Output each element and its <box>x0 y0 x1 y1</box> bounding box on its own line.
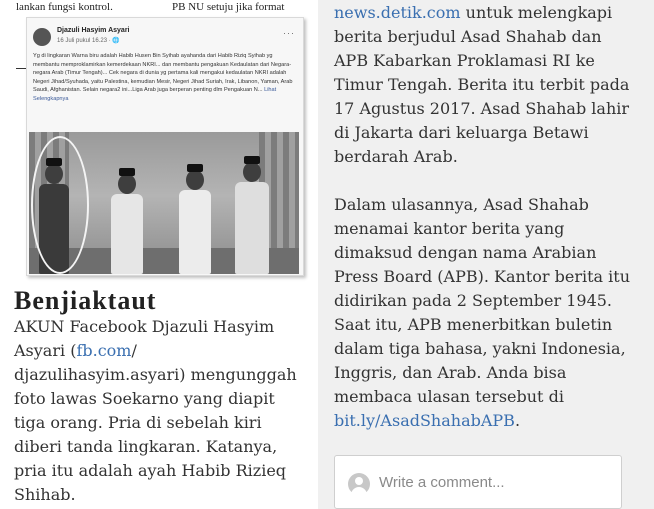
comment-input[interactable] <box>379 470 609 494</box>
post-header <box>33 26 297 50</box>
more-options-icon: ··· <box>283 28 295 38</box>
post-timestamp: 16 Juli pukul 16.23 · 🌐 <box>57 38 120 44</box>
scanned-newspaper-header <box>0 0 318 16</box>
article-body-right <box>334 1 634 457</box>
facebook-post-screenshot <box>26 17 304 276</box>
newspaper-partial-heading: Benjiaktaut <box>14 286 157 315</box>
post-text <box>33 52 297 104</box>
post-author-name: Djazuli Hasyim Asyari <box>57 27 130 34</box>
left-column <box>0 0 318 509</box>
newspaper-fragment-left: lankan fungsi kontrol. <box>16 1 113 13</box>
newspaper-fragment-right: PB NU setuju jika format <box>172 1 285 13</box>
post-author-avatar <box>33 28 51 46</box>
article-paragraph-left: AKUN Facebook Djazuli Hasyim Asyari (fb.com/ djazulihasyim.asyari) mengunggah foto lawas Soekarno yang diapit tiga orang. Pria di sebelah kiri diberi tanda lingkaran. Katanya, pria itu adalah ayah Habib Rizieq Shihab. <box>14 317 297 504</box>
bitly-link[interactable]: bit.ly/AsadShahabAPB <box>334 411 515 430</box>
post-see-more: Lihat Selengkapnya <box>33 87 277 102</box>
historical-photo <box>29 132 299 274</box>
comment-box[interactable] <box>334 455 622 509</box>
fb-link[interactable]: fb.com <box>76 341 132 360</box>
detik-news-link[interactable]: news.detik.com <box>334 3 461 22</box>
post-body: Yg di lingkaran Warna biru adalah Habib Husen Bin Syihab ayahanda dari Habib Riziq Syihab yg membantu memproklamirkan kemerdekaan NKRI... dan membantu pengakuan Kedaulatan dari Negara-negara Arab (Timur Tengah)... Cek negara di dunia yg pertama kali mengakui kedaulatan NKRI adalah Negeri Jihad/Syuhada, yaitu Palestina, kemudian Mesir, Negeri Jihad Suriah, Irak, Libanon, Yaman, Arab Saudi, Afghanistan. Selain negara2 ini...Liga Arab juga berperan penting dlm Pengakuan N... <box>33 53 293 94</box>
article-paragraph: news.detik.com untuk melengkapi berita berjudul Asad Shahab dan APB Kabarkan Proklamasi RI ke Timur Tengah. Berita itu terbit pada 17 Agustus 2017. Asad Shahab lahir di Jakarta dari keluarga Betawi berdarah Arab. <box>334 3 630 166</box>
article-paragraph: Dalam ulasannya, Asad Shahab menamai kantor berita yang dimaksud dengan nama Arabian Press Board (APB). Kantor berita itu didirikan pada 2 September 1945. Saat itu, APB menerbitkan buletin dalam tiga bahasa, yakni Indonesia, Inggris, dan Arab. Anda bisa membaca ulasan tersebut di bit.ly/AsadShahabAPB. <box>334 195 631 430</box>
user-avatar-icon <box>348 473 370 495</box>
identification-circle <box>31 136 89 274</box>
